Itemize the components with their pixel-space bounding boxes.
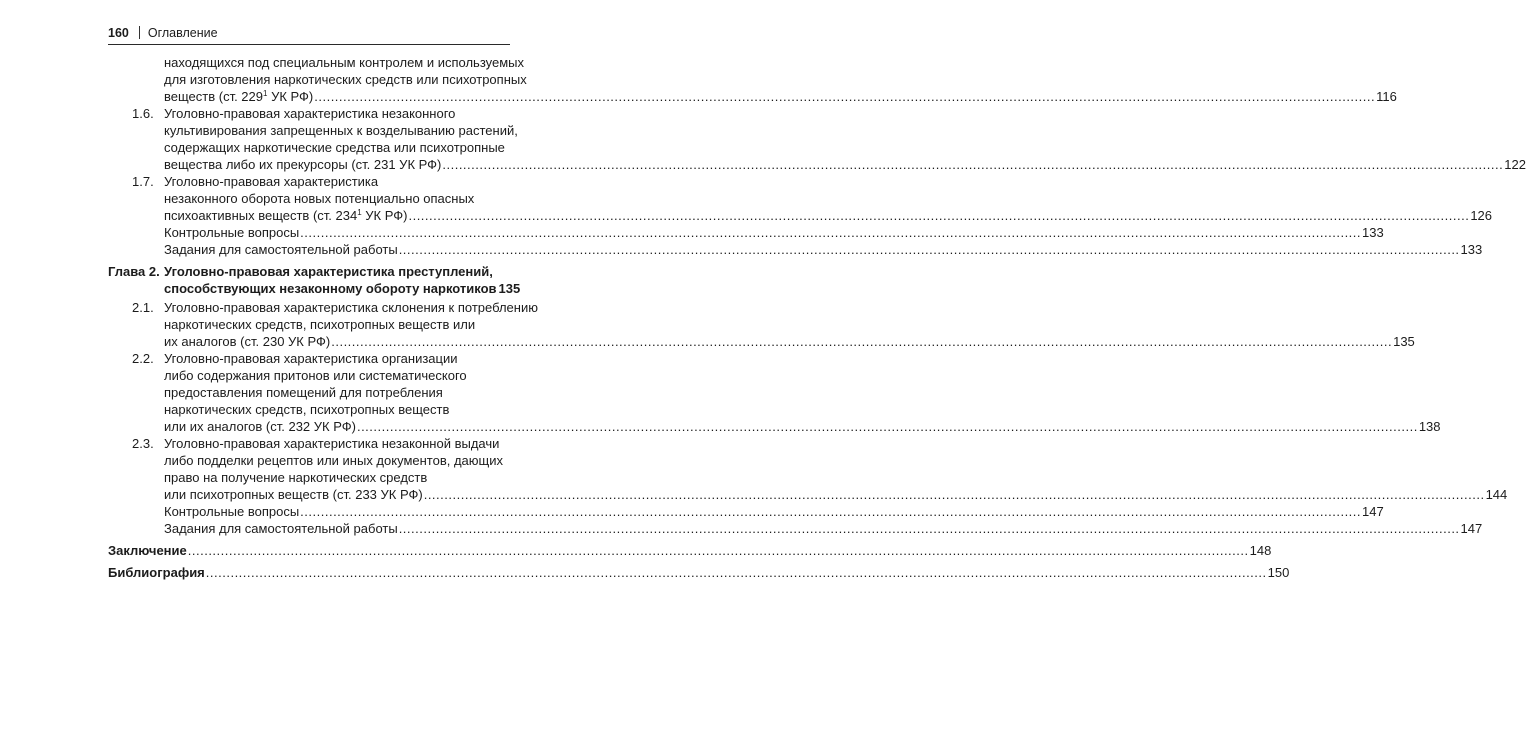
toc-page-number: 135	[498, 281, 521, 296]
toc-page-number: 122	[1504, 157, 1526, 172]
toc-text-line: право на получение наркотических средств	[164, 470, 428, 485]
toc-entry-bibliography[interactable]	[108, 564, 1290, 582]
toc-text-line: наркотических средств, психотропных веществ	[164, 402, 450, 417]
toc-text-line: либо подделки рецептов или иных документов, дающих	[164, 453, 503, 468]
running-header	[108, 24, 510, 45]
toc-page-number: 126	[1470, 208, 1493, 223]
toc-page-number: 138	[1418, 419, 1441, 434]
toc-text: Задания для самостоятельной работы	[164, 242, 398, 257]
toc-page-number: 147	[1460, 521, 1483, 536]
toc-text-line: содержащих наркотические средства или психотропные	[164, 140, 505, 155]
toc-page-number: 133	[1460, 242, 1483, 257]
toc-text: или их аналогов (ст. 232 УК РФ)	[164, 419, 356, 434]
toc-page-number: 148	[1249, 543, 1272, 558]
toc-page-number: 135	[1393, 334, 1415, 349]
toc-text: их аналогов (ст. 230 УК РФ)	[164, 334, 331, 349]
toc-entry-1-7-last-line[interactable]	[164, 207, 1493, 225]
dot-leader	[300, 224, 1361, 242]
dot-leader	[188, 542, 1249, 560]
toc-text-line: либо содержания притонов или систематического	[164, 368, 467, 383]
toc-page-number: 150	[1267, 565, 1290, 580]
dot-leader	[206, 564, 1267, 582]
toc-text: Библиография	[108, 565, 205, 580]
toc-entry-1-5-last-line[interactable]	[164, 88, 1397, 106]
toc-chapter-label: Глава 2.	[108, 264, 160, 279]
toc-entry-control-questions[interactable]	[164, 503, 1384, 521]
dot-leader	[442, 156, 1503, 174]
toc-entry-self-study-tasks[interactable]	[164, 520, 1483, 538]
toc-section-number: 2.3.	[132, 436, 154, 451]
article-superscript: 1	[263, 89, 268, 98]
toc-page-number: 116	[1376, 89, 1397, 104]
toc-text-line: Уголовно-правовая характеристика незаконной выдачи	[164, 436, 500, 451]
toc-entry-conclusion[interactable]	[108, 542, 1272, 560]
toc-text-line: Уголовно-правовая характеристика склонения к потреблению	[164, 300, 538, 315]
toc-page-number: 133	[1362, 225, 1384, 240]
header-separator	[139, 26, 140, 39]
toc-text-line: незаконного оборота новых потенциально опасных	[164, 191, 475, 206]
toc-section-number: 1.6.	[132, 106, 154, 121]
toc-text: УК РФ)	[361, 208, 408, 223]
toc-entry-self-study-tasks[interactable]	[164, 241, 1483, 259]
toc-text-line: Уголовно-правовая характеристика организации	[164, 351, 458, 366]
toc-page-number: 147	[1362, 504, 1384, 519]
dot-leader	[399, 241, 1460, 259]
toc-text-line: культивирования запрещенных к возделыванию растений,	[164, 123, 518, 138]
toc-entry-2-3-last-line[interactable]	[164, 486, 1508, 504]
dot-leader	[408, 207, 1469, 225]
toc-text: Заключение	[108, 543, 187, 558]
page-number: 160	[108, 26, 129, 40]
toc-text: Задания для самостоятельной работы	[164, 521, 398, 536]
dot-leader	[399, 520, 1460, 538]
toc-text: веществ (ст. 229	[164, 89, 263, 104]
toc-entry-control-questions[interactable]	[164, 224, 1384, 242]
dot-leader	[314, 88, 1375, 106]
toc-text: или психотропных веществ (ст. 233 УК РФ)	[164, 487, 423, 502]
toc-text: вещества либо их прекурсоры (ст. 231 УК РФ)	[164, 157, 442, 172]
toc-text: Контрольные вопросы	[164, 504, 300, 519]
article-superscript: 1	[357, 208, 362, 217]
toc-text-line: Уголовно-правовая характеристика незаконного	[164, 106, 456, 121]
toc-section-number: 2.1.	[132, 300, 154, 315]
toc-entry-2-1-last-line[interactable]	[164, 333, 1415, 351]
toc-section-number: 1.7.	[132, 174, 154, 189]
running-title: Оглавление	[147, 26, 218, 40]
dot-leader	[424, 486, 1485, 504]
dot-leader	[331, 333, 1392, 351]
toc-text: УК РФ)	[267, 89, 314, 104]
toc-entry-chapter-2[interactable]	[164, 280, 521, 298]
toc-text-line: находящихся под специальным контролем и используемых	[164, 55, 525, 70]
toc-text-line: Уголовно-правовая характеристика	[164, 174, 379, 189]
toc-entry-1-6-last-line[interactable]	[164, 156, 1526, 174]
toc-text-line: для изготовления наркотических средств или психотропных	[164, 72, 527, 87]
toc-text: психоактивных веществ (ст. 234	[164, 208, 358, 223]
toc-section-number: 2.2.	[132, 351, 154, 366]
toc-entry-2-2-last-line[interactable]	[164, 418, 1441, 436]
toc-text-line: наркотических средств, психотропных веществ или	[164, 317, 476, 332]
toc-chapter-title-line: Уголовно-правовая характеристика преступлений,	[164, 264, 493, 279]
toc-text: способствующих незаконному обороту наркотиков	[164, 281, 497, 296]
toc-text-line: предоставления помещений для потребления	[164, 385, 443, 400]
toc-page-number: 144	[1485, 487, 1508, 502]
toc-text: Контрольные вопросы	[164, 225, 300, 240]
dot-leader	[357, 418, 1418, 436]
dot-leader	[300, 503, 1361, 521]
